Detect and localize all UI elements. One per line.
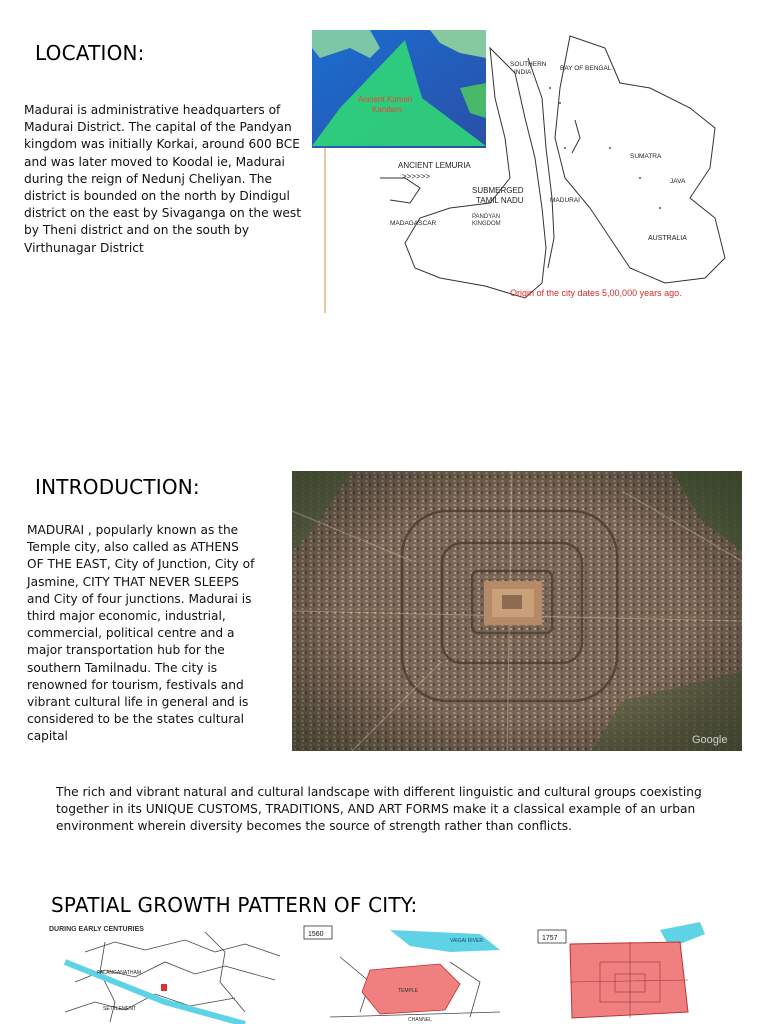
inset-label-1: Ancient Kumari [358,95,413,104]
map2-river: VAIGAI RIVER [450,938,483,944]
label-india-1: SOUTHERN [510,61,547,68]
label-bay: BAY OF BENGAL [560,65,612,72]
growth-map-early-centuries [45,922,290,1024]
map3-year: 1757 [542,935,558,942]
spatial-growth-heading: SPATIAL GROWTH PATTERN OF CITY: [51,893,418,917]
label-pandyan-2: KINGDOM [472,221,501,227]
growth-map-1757 [530,922,750,1024]
inset-ocean-map [312,30,486,148]
location-map [310,28,730,318]
label-pandyan-1: PANDYAN [472,214,501,220]
location-heading: LOCATION: [35,41,145,65]
label-java: JAVA [670,178,686,185]
map-caption: Origin of the city dates 5,00,000 years ago. [510,288,682,298]
map1-note-1: PALANGANATHAM [97,970,141,976]
label-sumatra: SUMATRA [630,153,662,160]
label-india-2: INDIA [514,69,532,76]
map2-note-1: TEMPLE [398,988,419,994]
map2-year: 1560 [308,931,324,938]
map2-note-2: CHANNEL [408,1017,432,1023]
label-arrows: >>>>>> [402,172,431,181]
label-submerged-2: TAMIL NADU [476,196,524,205]
label-madurai: MADURAI [550,197,580,204]
introduction-heading: INTRODUCTION: [35,475,200,499]
map1-note-2: SETTLEMENT [103,1006,137,1012]
label-australia: AUSTRALIA [648,235,687,242]
inset-label-2: Kandam [372,105,402,114]
landscape-paragraph: The rich and vibrant natural and cultural landscape with different linguistic and cultural groups coexisting together in its UNIQUE CUSTOMS, TRADITIONS, AND ART FORMS make it a classical example of an urban environment wherein diversity becomes the source of strength rather than conflicts. [56,785,702,834]
map1-label: DURING EARLY CENTURIES [49,926,144,933]
google-watermark: Google [692,734,728,746]
label-submerged-1: SUBMERGED [472,186,524,195]
label-madagascar: MADAGASCAR [390,220,437,227]
madurai-aerial-photo [292,471,742,751]
introduction-paragraph: MADURAI , popularly known as the Temple city, also called as ATHENS OF THE EAST, City of Junction, City of Jasmine, CITY THAT NEVER SLEEPS and City of four junctions. Madurai is third major economic, industrial, commercial, political centre and a major transportation hub for the southern Tamilnadu. The city is renowned for tourism, festivals and vibrant cultural life in general and is considered to be the states cultural capital [27,523,255,744]
location-paragraph: Madurai is administrative headquarters of Madurai District. The capital of the Pandyan kingdom was initially Korkai, around 600 BCE and was later moved to Koodal ie, Madurai during the reign of Nedunj Cheliyan. The district is bounded on the north by Dindigul district on the east by Sivaganga on the west by Theni district and on the south by Virthunagar District [24,103,302,255]
label-lemuria: ANCIENT LEMURIA [398,161,471,170]
growth-map-1560 [300,922,515,1024]
